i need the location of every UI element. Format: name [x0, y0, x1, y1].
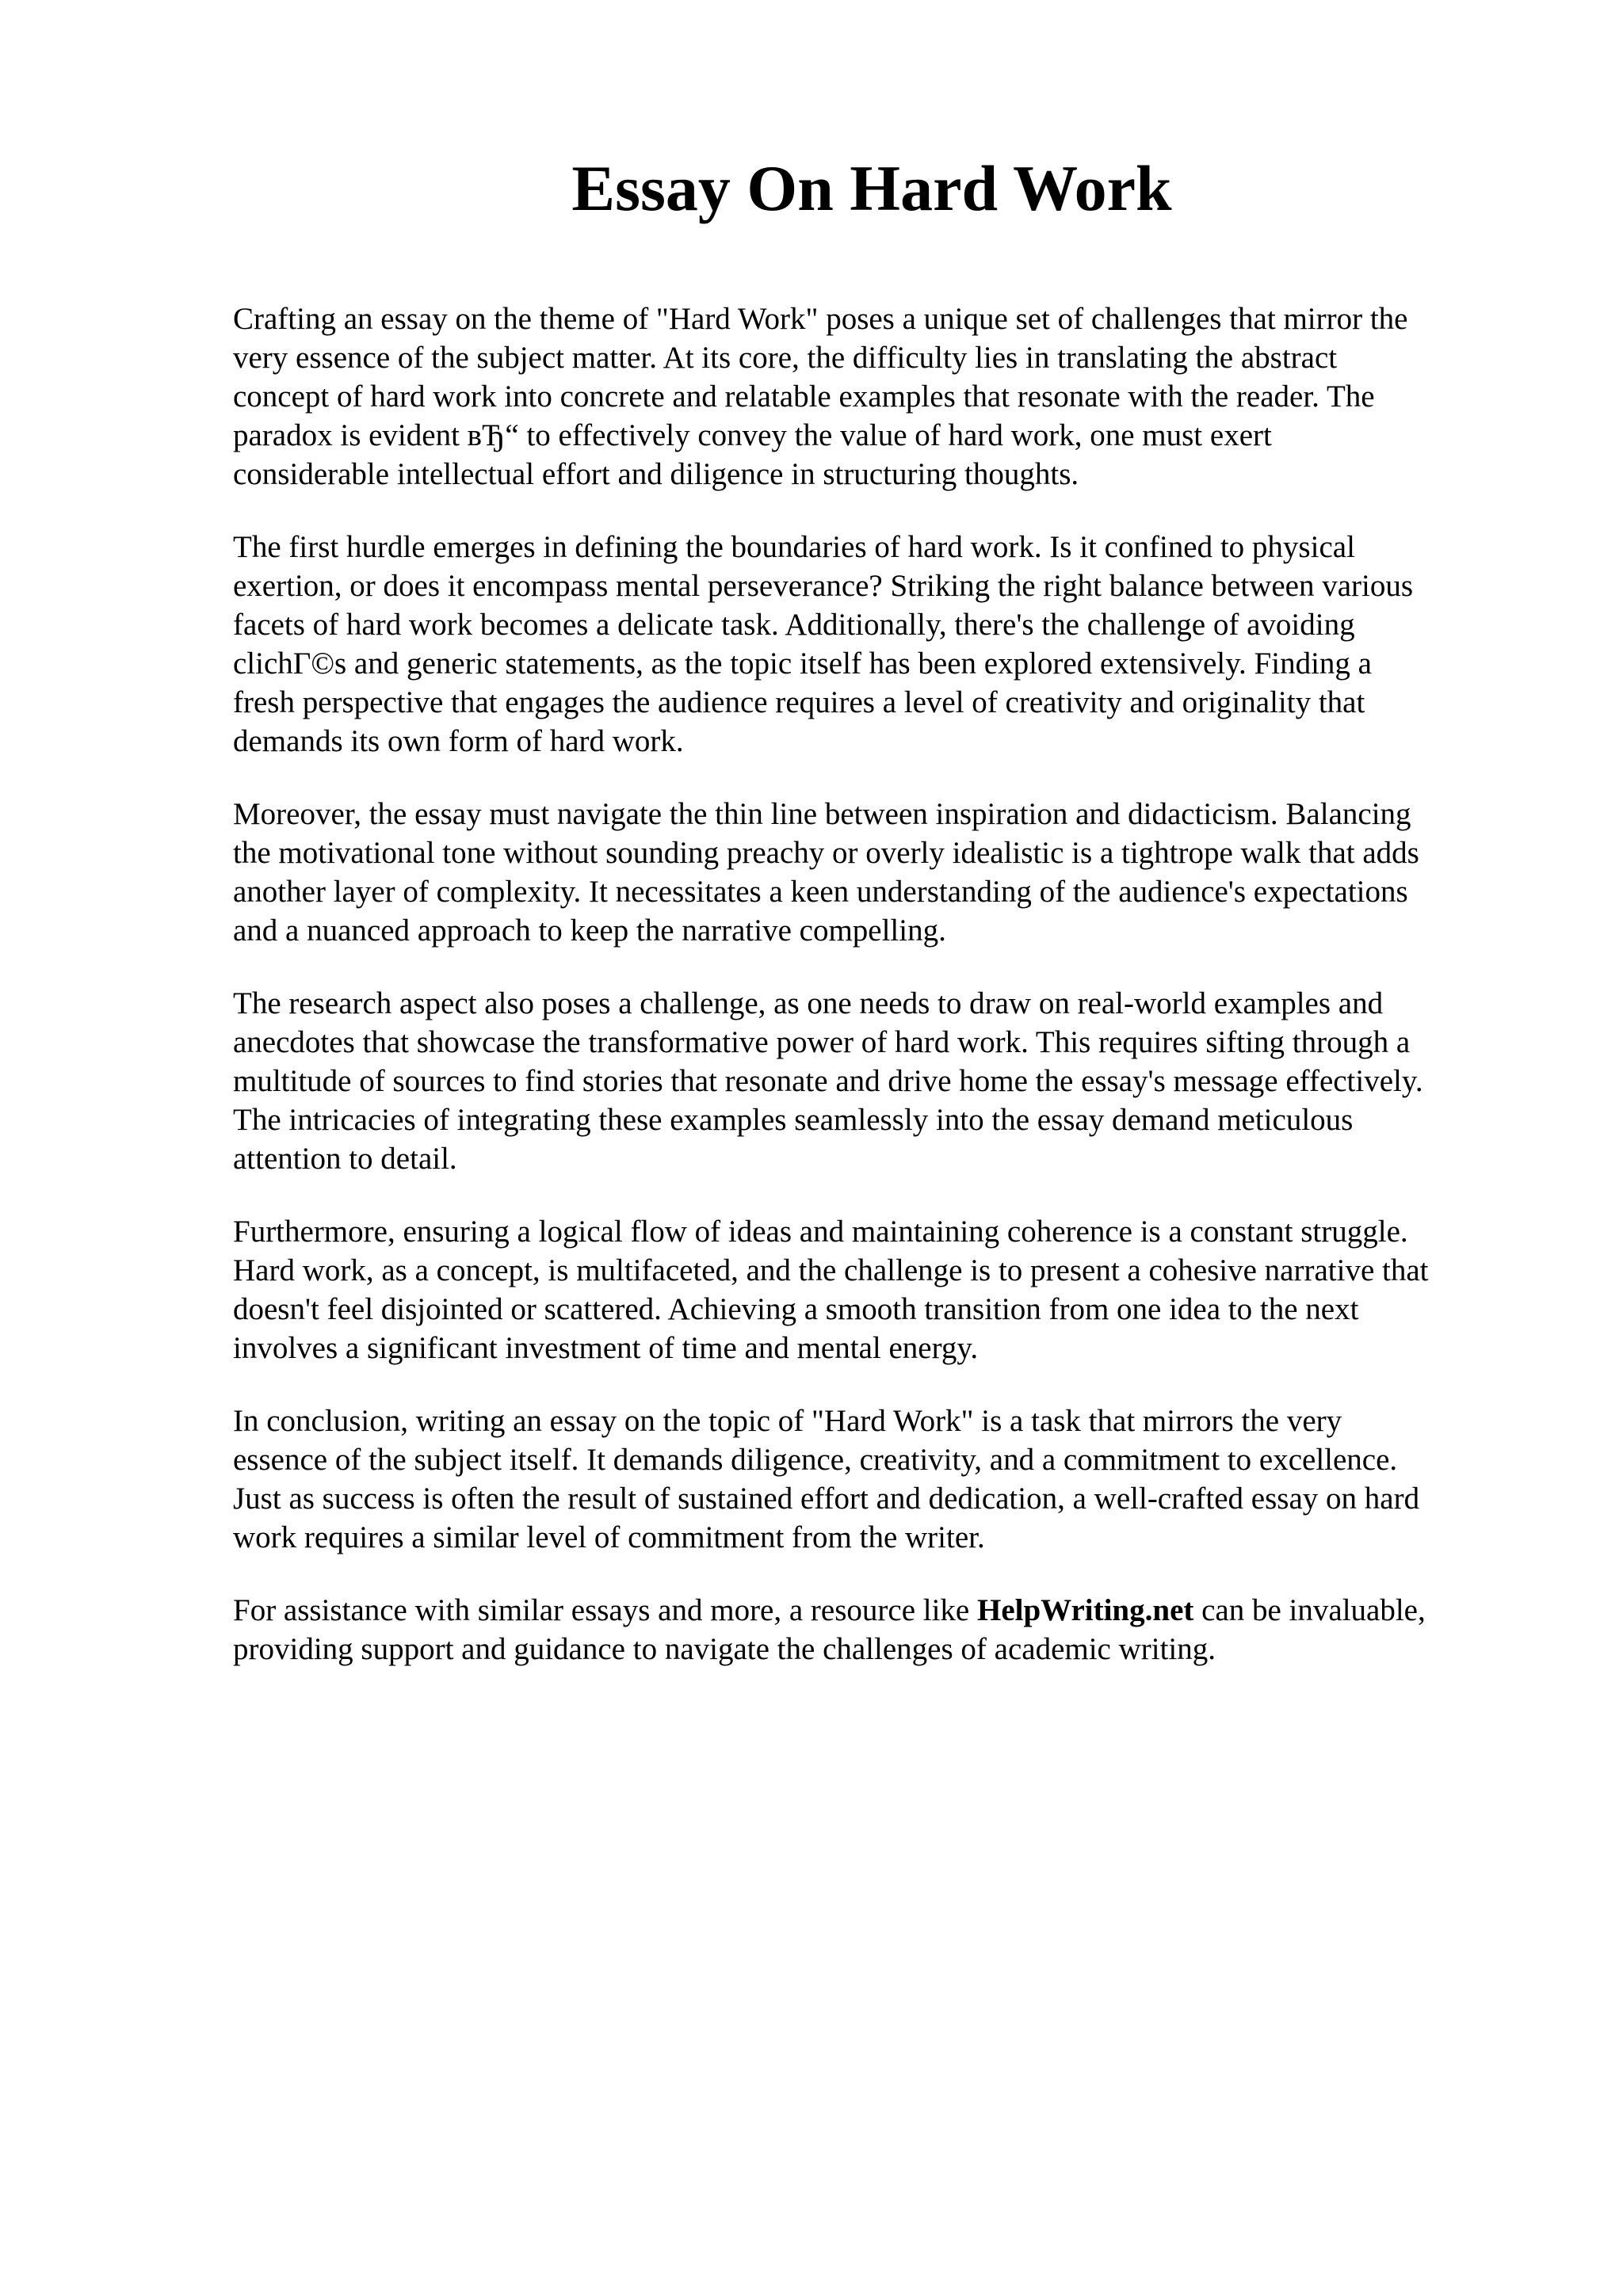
text-line: Furthermore, ensuring a logical flow of ideas and maintaining coherence is a constant struggle. [233, 1215, 1408, 1249]
text-line: facets of hard work becomes a delicate task. Additionally, there's the challenge of avoiding [233, 608, 1355, 642]
text-line: and a nuanced approach to keep the narrative compelling. [233, 913, 946, 948]
text-line: work requires a similar level of commitment from the writer. [233, 1520, 985, 1554]
text-line: doesn't feel disjointed or scattered. Achieving a smooth transition from one idea to the next [233, 1292, 1359, 1326]
text-line: paradox is evident вЂ“ to effectively convey the value of hard work, one must exert [233, 418, 1272, 452]
text-line: The research aspect also poses a challenge, as one needs to draw on real-world examples and [233, 986, 1384, 1020]
paragraph-3 [233, 795, 1533, 950]
paragraph-2 [233, 528, 1533, 761]
text-line: attention to detail. [233, 1142, 457, 1176]
closing-paragraph [233, 1591, 1533, 1669]
closing-text-before: For assistance with similar essays and more, a resource like [233, 1593, 977, 1627]
text-line: Moreover, the essay must navigate the thin line between inspiration and didacticism. Balancing [233, 797, 1411, 831]
text-line: another layer of complexity. It necessitates a keen understanding of the audience's expectations [233, 875, 1408, 909]
text-line: providing support and guidance to navigate the challenges of academic writing. [233, 1632, 1216, 1666]
text-line: very essence of the subject matter. At its core, the difficulty lies in translating the abstract [233, 341, 1338, 375]
paragraph-5 [233, 1212, 1533, 1367]
text-line: essence of the subject itself. It demands diligence, creativity, and a commitment to excellence. [233, 1443, 1398, 1477]
text-line: considerable intellectual effort and diligence in structuring thoughts. [233, 457, 1079, 491]
text-line: Just as success is often the result of sustained effort and dedication, a well-crafted essay on hard [233, 1482, 1420, 1516]
text-line: Hard work, as a concept, is multifaceted, and the challenge is to present a cohesive narrative that [233, 1253, 1429, 1287]
text-line [233, 1591, 1533, 1630]
text-line: concept of hard work into concrete and relatable examples that resonate with the reader. The [233, 379, 1375, 414]
text-line: Crafting an essay on the theme of "Hard Work" poses a unique set of challenges that mirror the [233, 302, 1408, 336]
text-line: The first hurdle emerges in defining the boundaries of hard work. Is it confined to physical [233, 530, 1355, 564]
paragraph-1 [233, 299, 1533, 494]
paragraph-4 [233, 984, 1533, 1178]
document-title: Essay On Hard Work [571, 152, 1172, 224]
document-body [233, 299, 1533, 1703]
text-line: The intricacies of integrating these examples seamlessly into the essay demand meticulous [233, 1103, 1354, 1137]
text-line: demands its own form of hard work. [233, 724, 684, 758]
text-line: anecdotes that showcase the transformative power of hard work. This requires sifting through a [233, 1025, 1411, 1059]
text-line: the motivational tone without sounding preachy or overly idealistic is a tightrope walk that adds [233, 836, 1419, 870]
paragraph-6 [233, 1402, 1533, 1557]
text-line: involves a significant investment of time and mental energy. [233, 1331, 979, 1365]
brand-name: HelpWriting.net [977, 1593, 1194, 1627]
text-line: multitude of sources to find stories that resonate and drive home the essay's message effectively. [233, 1064, 1423, 1098]
closing-text-after: can be invaluable, [1193, 1593, 1426, 1627]
text-line: exertion, or does it encompass mental perseverance? Striking the right balance between various [233, 569, 1414, 603]
text-line: In conclusion, writing an essay on the topic of "Hard Work" is a task that mirrors the very [233, 1404, 1342, 1438]
text-line: fresh perspective that engages the audience requires a level of creativity and originality that [233, 685, 1365, 719]
text-line: clichГ©s and generic statements, as the topic itself has been explored extensively. Finding a [233, 646, 1372, 681]
